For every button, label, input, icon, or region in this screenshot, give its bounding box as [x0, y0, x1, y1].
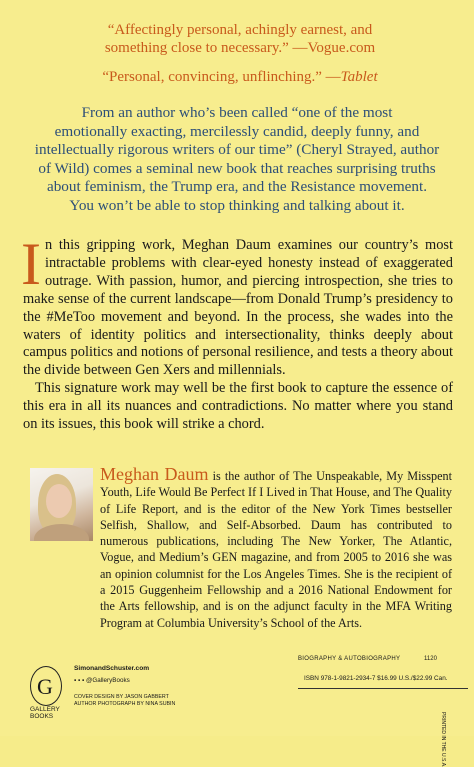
review-quote-vogue: “Affectingly personal, achingly earnest, and something close to necessary.” —Vogue.com [104, 22, 376, 56]
description-paragraph: n this gripping work, Meghan Daum examines our country’s most intractable problems with clear-eyed honesty instead of exaggerated outrage. With passion, humor, and piercing introspection, she tries to make sense of the current landscape—from Donald Trump’s presidency to the #MeToo movement and beyond. In the process, she wades into the waters of identity politics and intersectionality, thinks deeply about campus politics and notions of personal resilience, and tests a theory about the divide between Gen Xers and millennials. [23, 237, 454, 379]
twitter-icon: ▪ [77, 677, 81, 684]
divider [298, 688, 468, 689]
category-label: BIOGRAPHY & AUTOBIOGRAPHY [298, 656, 401, 662]
category-code: 1120 [424, 656, 437, 662]
isbn-price: ISBN 978-1-9821-2934-7 $16.99 U.S./$22.99 Can. [304, 675, 448, 682]
drop-cap: I [21, 231, 41, 297]
gallery-books-logo: G GALLERY BOOKS [30, 666, 62, 722]
instagram-icon: ▪ [81, 677, 85, 684]
author-bio [100, 466, 452, 631]
author-bio-text: is the author of The Unspeakable, My Misspent Youth, Life Would Be Perfect If I Lived in That House, and The Quality of Life Report, and is the editor of the New York Times bestseller Selfish, Shallow, and Self-Absorbed. Daum has contributed to numerous publications, including The New Yorker, The Atlantic, Vogue, and Medium’s GEN magazine, and from 2005 to 2016 she was an opinion columnist for the Los Angeles Times. She is the recipient of a 2015 Guggenheim Fellowship and a 2016 National Endowment for the Arts fellowship, and is on the adjunct faculty in the MFA Writing Program at Columbia University’s School of the Arts. [100, 469, 452, 630]
cover-credits: COVER DESIGN BY JASON GABBERT AUTHOR PHOTOGRAPH BY NINA SUBIN [74, 694, 176, 708]
facebook-icon: ▪ [74, 677, 77, 684]
author-name: Meghan Daum [100, 464, 209, 484]
author-photo [30, 468, 93, 541]
publisher-website: SimonandSchuster.com [74, 665, 150, 672]
book-description [21, 231, 454, 434]
social-handle: ▪ ▪ ▪ @GalleryBooks [74, 677, 130, 684]
printed-in-usa: PRINTED IN THE U.S.A. [440, 712, 446, 767]
review-quote-tablet: “Personal, convincing, unflinching.” —Tablet [102, 69, 378, 85]
description-paragraph: This signature work may well be the first book to capture the essence of this era in all its nuances and contradictions. No matter where you stand on its issues, this book will strike a chord. [23, 380, 453, 433]
intro-blurb: From an author who’s been called “one of the most emotionally exacting, mercilessly candid, deeply funny, and intellectually rigorous writers of our time” (Cheryl Strayed, author of Wild) comes a seminal new book that reaches surprising truths about feminism, the Trump era, and the Resistance movement. You won’t be able to stop thinking and talking about it. [34, 104, 440, 214]
